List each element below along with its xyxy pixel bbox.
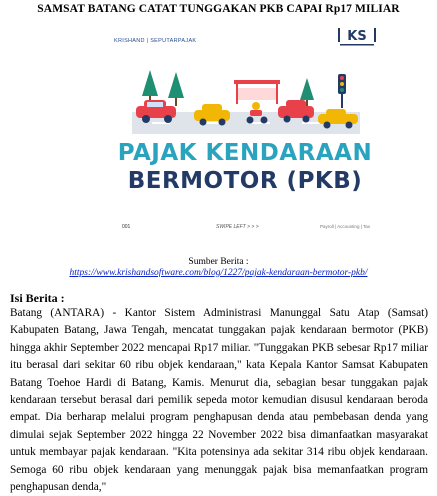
slide-title-line2: BERMOTOR (PKB) <box>127 168 363 194</box>
slide-number: 001 <box>122 224 131 230</box>
krishand-logo <box>338 24 376 48</box>
slide-tags: Payroll | Accounting | Tax <box>320 224 371 229</box>
source-label: Sumber Berita : <box>188 257 249 267</box>
slide-swipe-hint: SWIPE LEFT > > > <box>216 224 259 230</box>
article-image <box>104 18 386 238</box>
traffic-illustration-icon <box>132 66 360 138</box>
news-headline: SAMSAT BATANG CATAT TUNGGAKAN PKB CAPAI Rp17 MILIAR <box>37 3 400 15</box>
slide-title-line1: PAJAK KENDARAAN <box>117 140 373 166</box>
source-link[interactable]: https://www.krishandsoftware.com/blog/1227/pajak-kendaraan-bermotor-pkb/ <box>69 268 368 278</box>
article-body: Batang (ANTARA) - Kantor Sistem Administrasi Manunggal Satu Atap (Samsat) Kabupaten Batang, Jawa Tengah, mencatat tunggakan pajak kendaraan bermotor (PKB) hingga akhir September 2022 mencapai Rp17 miliar. "Tunggakan PKB sebesar Rp17 miliar itu berasal dari sekitar 60 ribu objek kendaraan," kata Kepala Kantor Samsat Kabupaten Batang Toehoe Hardi di Batang, Kamis. Menurut dia, sebagian besar tunggakan pajak kendaraan tersebut berasal dari pemilik sepeda motor kemudian disusul kendaraan beroda empat. Dia berharap melalui program penghapusan denda atau pembebasan denda yang dimulai sejak September 2022 hingga 22 November 2022 bisa dimanfaatkan masyarakat untuk membayar pajak kendaraan. "Kita potensinya ada sekitar 314 ribu objek kendaraan. Semoga 60 ribu objek kendaraan yang menunggak pajak bisa memanfaatkan program penghapusan denda," <box>10 307 428 494</box>
svg-text:KS: KS <box>347 29 367 44</box>
article-heading: Isi Berita : <box>10 291 65 305</box>
slide-brand-text: KRISHAND | SEPUTARPAJAK <box>114 38 197 44</box>
